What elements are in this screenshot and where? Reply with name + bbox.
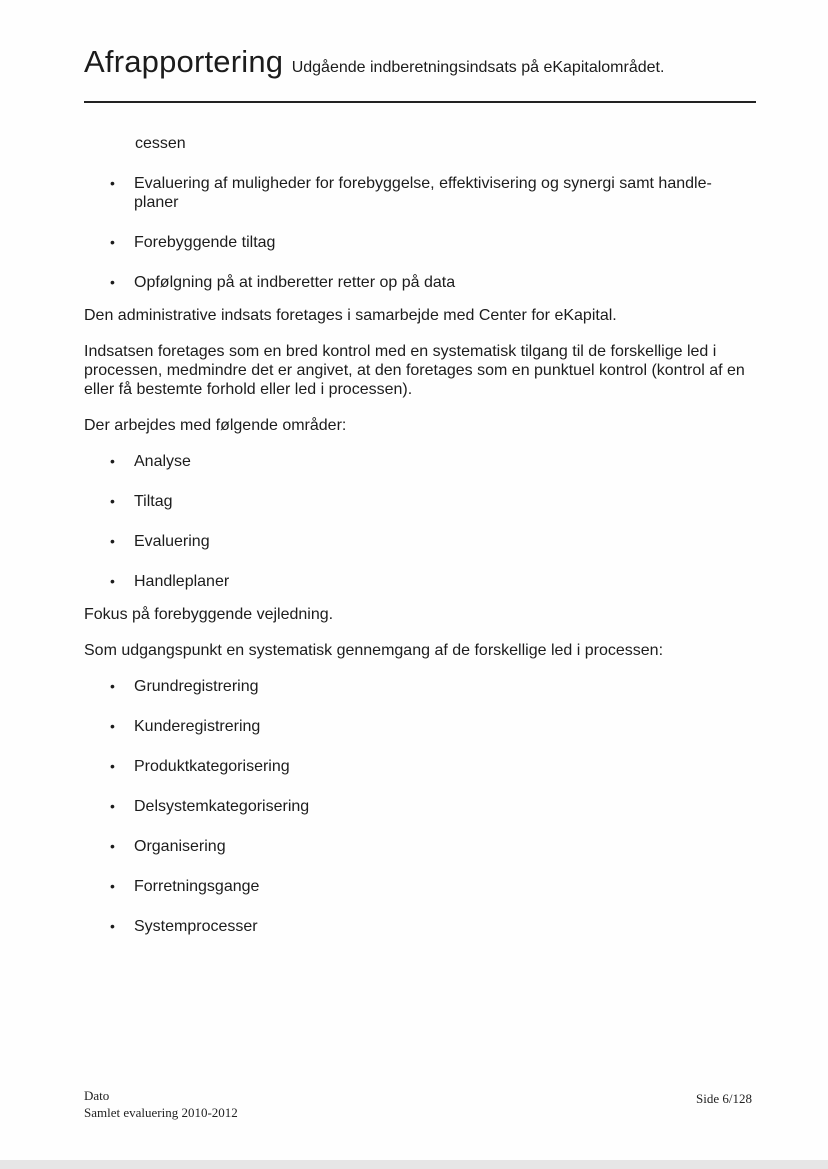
paragraph: Den administrative indsats foretages i samarbejde med Center for eKapital. — [84, 307, 617, 324]
bullet-icon: • — [110, 678, 115, 694]
bullet-icon: • — [110, 758, 115, 774]
footer-date-label: Dato — [84, 1088, 110, 1103]
bullet-icon: • — [110, 453, 115, 469]
paragraph: Som udgangspunkt en systematisk gennemgang af de forskellige led i processen: — [84, 642, 664, 659]
list-item-text: Handleplaner — [134, 573, 230, 590]
bullet-list-2 — [84, 452, 754, 591]
bullet-list-3 — [84, 677, 754, 936]
bullet-icon: • — [110, 175, 115, 191]
list-item — [84, 532, 754, 551]
page-title: Afrapportering — [84, 44, 284, 79]
page-number: Side 6/128 — [696, 1091, 752, 1106]
list-item — [84, 797, 754, 816]
list-item-text: Grundregistrering — [134, 678, 259, 695]
paragraph: Fokus på forebyggende vejledning. — [84, 606, 334, 623]
header-divider — [84, 101, 756, 103]
bullet-icon: • — [110, 798, 115, 814]
list-item-text: Evaluering — [134, 533, 210, 550]
list-item — [84, 917, 754, 936]
list-item-text: Systemprocesser — [134, 918, 258, 935]
paragraph: Der arbejdes med følgende områder: — [84, 417, 347, 434]
list-item — [84, 174, 754, 212]
footer-doc-title: Samlet evaluering 2010-2012 — [84, 1105, 238, 1120]
list-item — [84, 452, 754, 471]
list-item-text: Kunderegistrering — [134, 718, 261, 735]
bullet-icon: • — [110, 493, 115, 509]
body-content — [84, 134, 754, 957]
page-bottom-edge — [0, 1160, 828, 1169]
bullet-icon: • — [110, 718, 115, 734]
list-item-text: Opfølgning på at indberetter retter op på data — [134, 274, 456, 291]
bullet-icon: • — [110, 533, 115, 549]
list-item — [84, 233, 754, 252]
list-item — [84, 492, 754, 511]
list-item — [84, 717, 754, 736]
bullet-list-1 — [84, 174, 754, 292]
list-item-text: Forebyggende tiltag — [134, 234, 276, 251]
bullet-icon: • — [110, 274, 115, 290]
list-item — [84, 757, 754, 776]
bullet-icon: • — [110, 234, 115, 250]
bullet-icon: • — [110, 838, 115, 854]
list-item — [84, 273, 754, 292]
list-item — [84, 572, 754, 591]
list-item — [84, 837, 754, 856]
list-item-text: Delsystemkategorisering — [134, 798, 310, 815]
footer-left — [84, 1087, 238, 1121]
page-header — [84, 44, 764, 80]
list-item — [84, 677, 754, 696]
page-subtitle: Udgående indberetningsindsats på eKapitalområdet. — [291, 59, 665, 76]
paragraph: Indsatsen foretages som en bred kontrol med en systematisk tilgang til de forskellige led i processen, medmindre det er angivet, at den foretages som en punktuel kontrol (kontrol af en eller få bestemte forhold eller led i processen). — [84, 343, 745, 398]
list-item-text: Organisering — [134, 838, 226, 855]
list-item-text: Evaluering af muligheder for forebyggelse, effektivisering og synergi samt handle-planer — [134, 175, 712, 211]
list-item-text: Analyse — [134, 453, 191, 470]
list-item-text: Forretningsgange — [134, 878, 260, 895]
continuation-text: cessen — [135, 135, 186, 152]
list-item-text: Produktkategorisering — [134, 758, 290, 775]
bullet-icon: • — [110, 573, 115, 589]
list-item — [84, 877, 754, 896]
bullet-icon: • — [110, 918, 115, 934]
bullet-icon: • — [110, 878, 115, 894]
list-item-text: Tiltag — [134, 493, 173, 510]
